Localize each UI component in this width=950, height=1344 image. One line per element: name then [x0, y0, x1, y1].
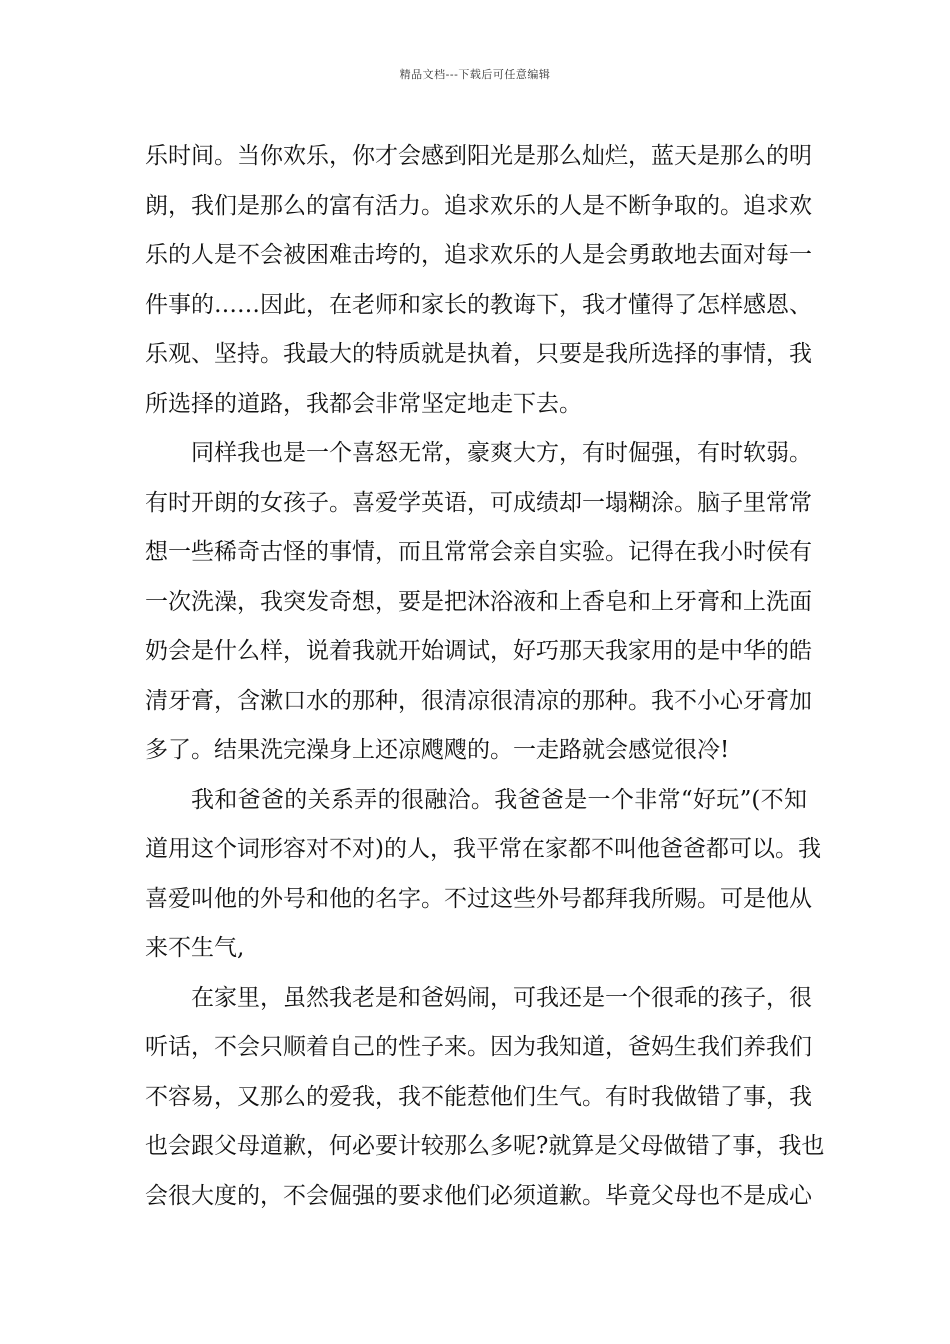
text-line: 道用这个词形容对不对)的人，我平常在家都不叫他爸爸都可以。我: [145, 836, 821, 862]
text-line: 有时开朗的女孩子。喜爱学英语，可成绩却一塌糊涂。脑子里常常: [145, 489, 812, 516]
text-line: 件事的……因此，在老师和家长的教诲下，我才懂得了怎样感恩、: [145, 291, 812, 318]
text-line: 乐的人是不会被困难击垮的，追求欢乐的人是会勇敢地去面对每一: [145, 242, 812, 268]
text-line: 不容易，又那么的爱我，我不能惹他们生气。有时我做错了事，我: [145, 1083, 812, 1110]
text-line: 所选择的道路，我都会非常坚定地走下去。: [145, 390, 582, 417]
text-line: 多了。结果洗完澡身上还凉飕飕的。一走路就会感觉很冷!: [145, 737, 730, 763]
text-line: 想一些稀奇古怪的事情，而且常常会亲自实验。记得在我小时侯有: [145, 539, 812, 565]
text-line: 奶会是什么样，说着我就开始调试，好巧那天我家用的是中华的皓: [145, 638, 812, 664]
text-line: 喜爱叫他的外号和他的名字。不过这些外号都拜我所赐。可是他从: [145, 885, 812, 912]
text-line: 在家里，虽然我老是和爸妈闹，可我还是一个很乖的孩子，很: [191, 984, 812, 1011]
body-text: [145, 132, 825, 1221]
text-line: 会很大度的，不会倔强的要求他们必须道歉。毕竟父母也不是成心: [145, 1182, 812, 1209]
text-line: 乐时间。当你欢乐，你才会感到阳光是那么灿烂，蓝天是那么的明: [145, 143, 812, 169]
text-line: 清牙膏，含漱口水的那种，很清凉很清凉的那种。我不小心牙膏加: [145, 687, 812, 714]
text-line: 乐观、坚持。我最大的特质就是执着，只要是我所选择的事情，我: [145, 341, 812, 367]
text-line: 来不生气,: [145, 935, 245, 961]
text-line: 同样我也是一个喜怒无常，豪爽大方，有时倔强，有时软弱。: [191, 440, 812, 466]
text-line: 一次洗澡，我突发奇想，要是把沐浴液和上香皂和上牙膏和上洗面: [145, 588, 812, 615]
text-line: 也会跟父母道歉，何必要计较那么多呢?就算是父母做错了事，我也: [145, 1133, 825, 1159]
text-line: 听话，不会只顺着自己的性子来。因为我知道，爸妈生我们养我们: [145, 1034, 812, 1060]
text-line: 我和爸爸的关系弄的很融洽。我爸爸是一个非常“好玩”(不知: [191, 786, 807, 813]
text-line: 朗，我们是那么的富有活力。追求欢乐的人是不断争取的。追求欢: [145, 192, 812, 219]
page-header: 精品文档---下载后可任意编辑: [399, 68, 551, 81]
